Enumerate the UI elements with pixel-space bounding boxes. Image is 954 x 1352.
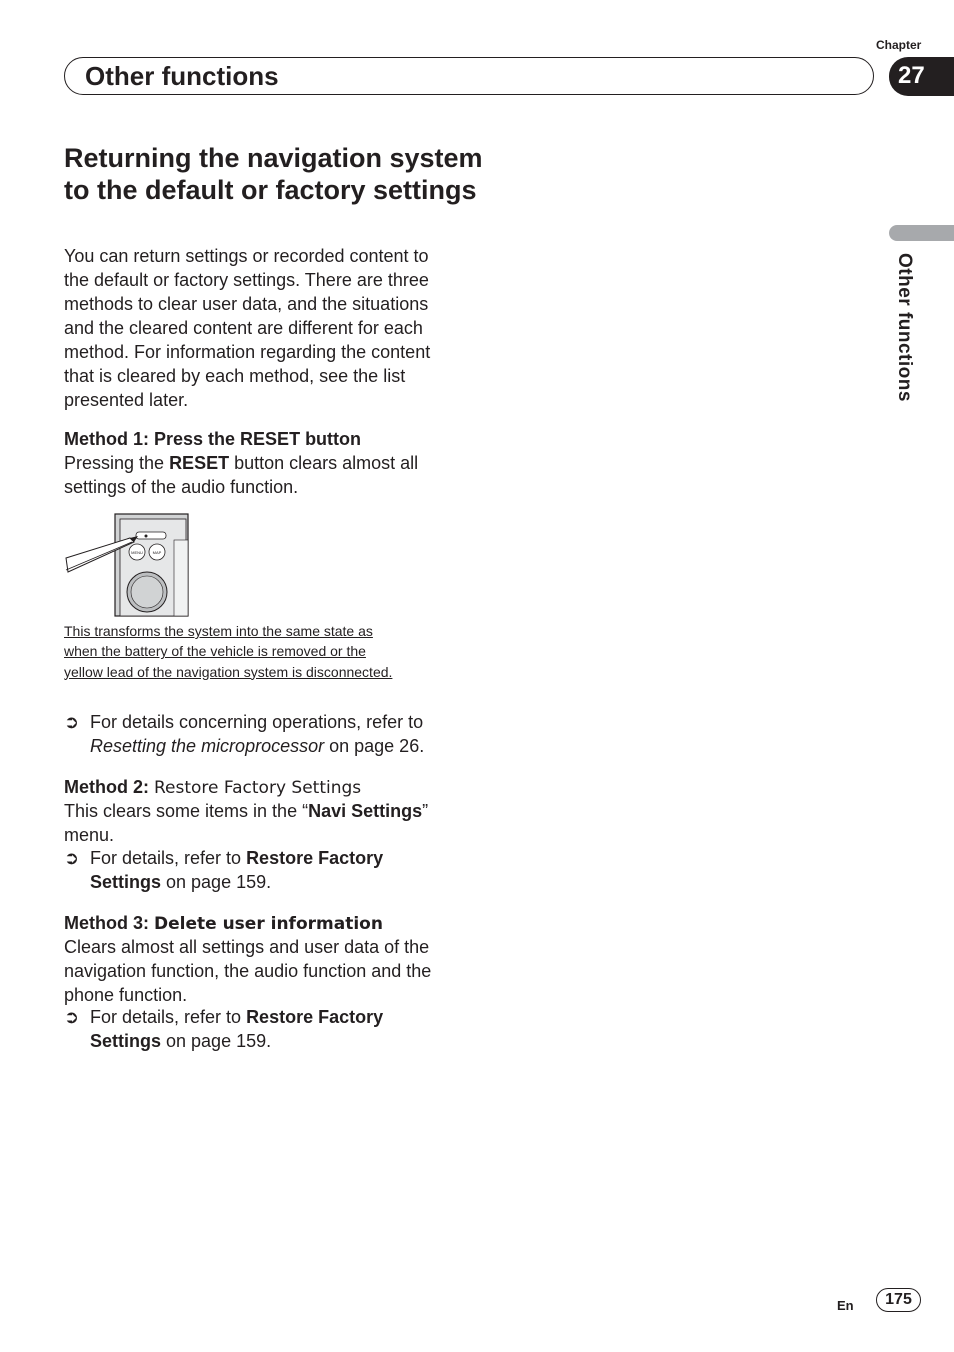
method1-heading-suffix: button <box>300 429 362 449</box>
method3-reference <box>64 1005 434 1053</box>
method2-reference-suffix: on page 159. <box>161 872 272 892</box>
map-button-label: MAP <box>152 550 162 555</box>
page-number: 175 <box>885 1291 912 1308</box>
side-tab-marker <box>889 225 954 241</box>
method1-reference-link[interactable]: Resetting the microprocessor <box>90 736 325 756</box>
method1-reference <box>64 710 464 758</box>
method1-heading-key: RESET <box>240 429 301 449</box>
method1-text-suffix: button clears almost all settings of the audio function. <box>64 453 419 497</box>
method2-reference-link[interactable]: Restore Factory Settings <box>90 848 384 892</box>
method1-text-key: RESET <box>169 453 230 473</box>
menu-button-label: MENU <box>131 550 143 555</box>
method3-text: Clears almost all settings and user data of the navigation function, the audio function and the phone function. <box>64 937 432 1005</box>
method2-text-key: Navi Settings <box>308 801 423 821</box>
method2-heading <box>64 775 361 800</box>
arrow-icon: ➲ <box>64 712 80 732</box>
method3-heading-name: Delete user information <box>154 914 383 934</box>
method2-reference <box>64 846 434 894</box>
method2-heading-prefix: Method 2: <box>64 777 154 797</box>
method3-reference-link[interactable]: Restore Factory Settings <box>90 1007 384 1051</box>
method2-text-prefix: This clears some items in the “ <box>64 801 309 821</box>
method1-text <box>64 451 444 499</box>
section-title: Returning the navigation system to the default or factory settings <box>64 143 483 205</box>
method2-text-suffix: ” menu. <box>64 801 429 845</box>
method3-reference-prefix: For details, refer to <box>90 1007 247 1027</box>
method1-reference-text <box>90 710 464 758</box>
intro-paragraph: You can return settings or recorded content to the default or factory settings. There are three methods to clear user data, and the situations and the cleared content are different for each method. For information regarding the content that is cleared by each method, see the list presented later. <box>64 246 431 410</box>
method3-heading-prefix: Method 3: <box>64 913 154 933</box>
method3-reference-suffix: on page 159. <box>161 1031 272 1051</box>
method2-heading-name: Restore Factory Settings <box>154 778 362 798</box>
side-tab-label: Other functions <box>894 253 915 402</box>
language-code: En <box>837 1298 854 1313</box>
method3-reference-text <box>90 1005 434 1053</box>
method2-reference-text <box>90 846 434 894</box>
arrow-icon: ➲ <box>64 848 80 868</box>
reset-button-illustration <box>64 512 190 618</box>
method1-text-prefix: Pressing the <box>64 453 170 473</box>
chapter-label: Chapter <box>876 38 922 52</box>
method1-reference-prefix: For details concerning operations, refer to <box>90 712 424 732</box>
reset-caption: This transforms the system into the same state as when the battery of the vehicle is removed or the yellow lead of the navigation system is disconnected. <box>64 623 393 680</box>
method1-heading-prefix: Method 1: Press the <box>64 429 241 449</box>
method3-heading <box>64 911 383 936</box>
arrow-icon: ➲ <box>64 1007 80 1027</box>
page-header-title: Other functions <box>85 61 279 91</box>
method2-reference-prefix: For details, refer to <box>90 848 247 868</box>
chapter-number: 27 <box>898 62 925 89</box>
method1-heading <box>64 427 361 451</box>
method1-reference-suffix: on page 26. <box>324 736 425 756</box>
method2-text <box>64 799 454 847</box>
